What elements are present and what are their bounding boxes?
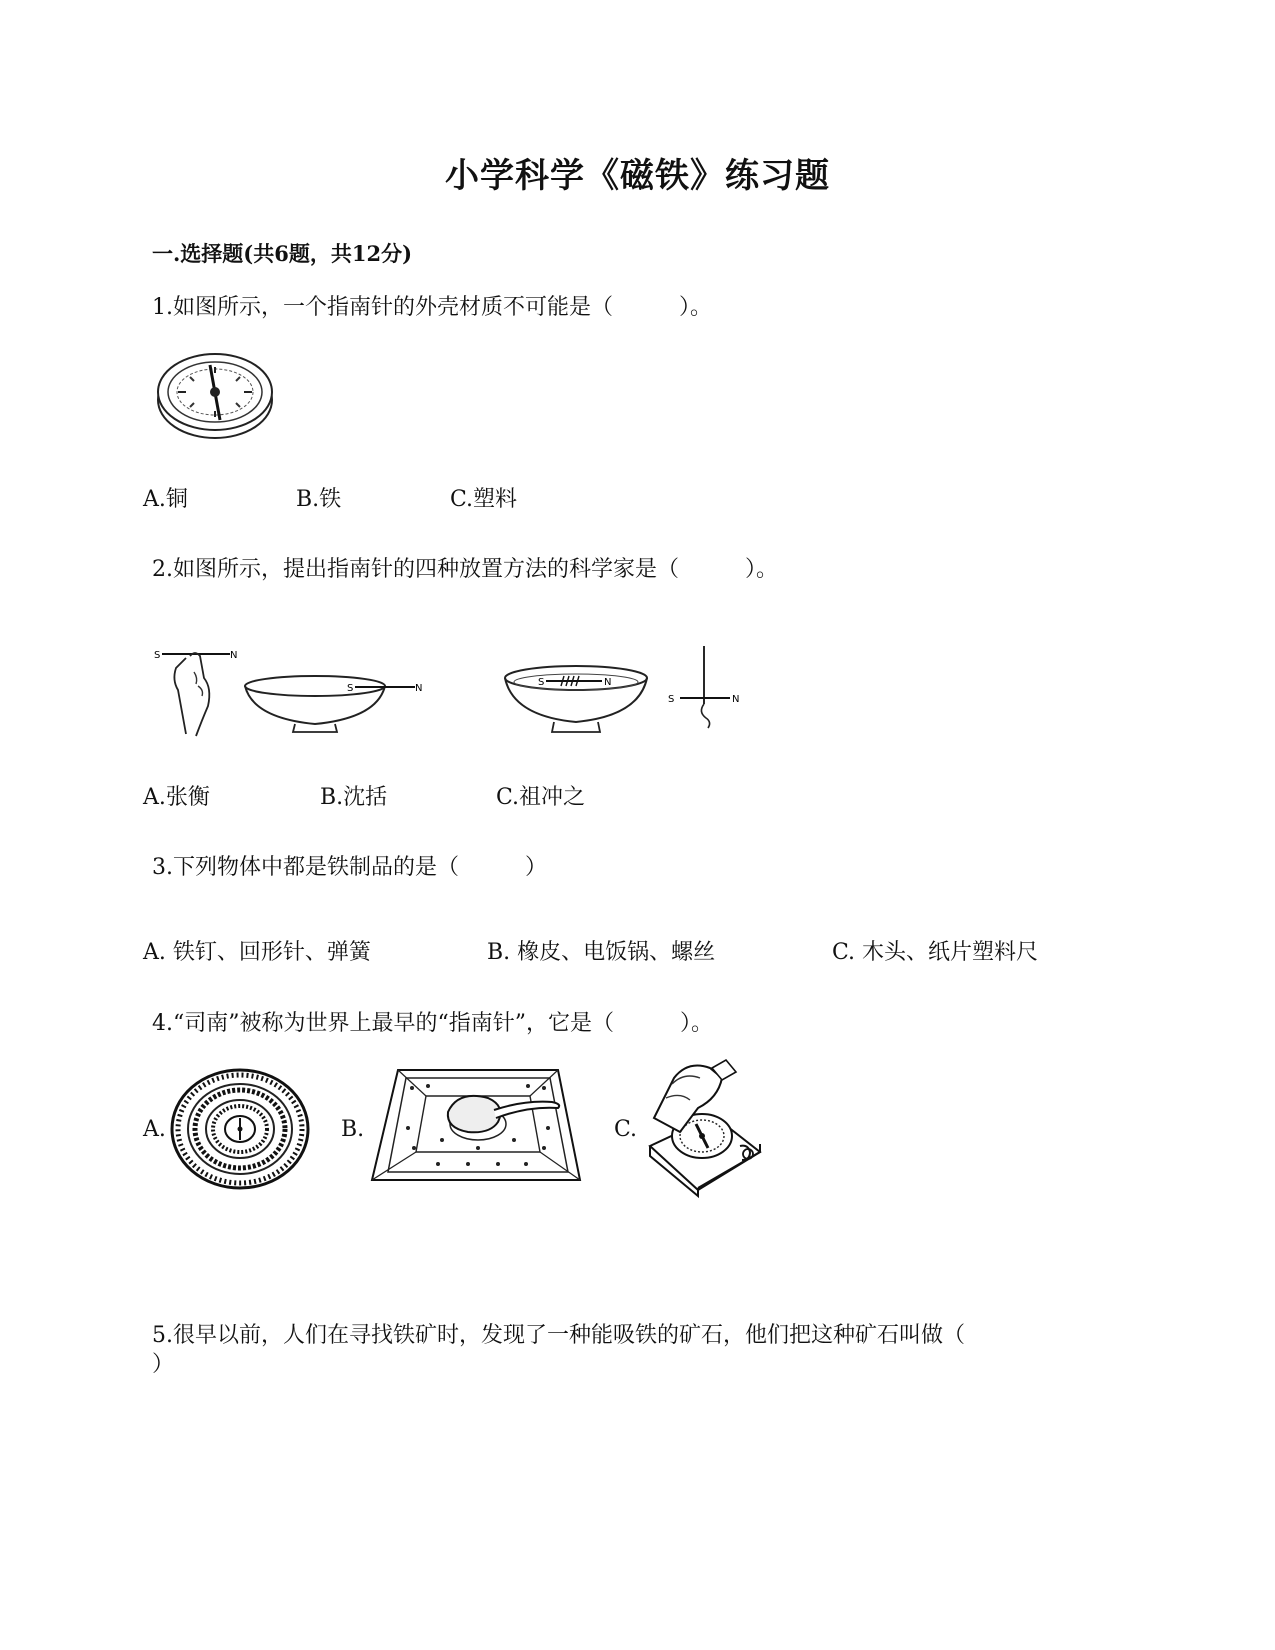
bowl-rim-needle-image: [243, 672, 425, 734]
hand-fingertip-needle-image: [150, 642, 240, 737]
q3-option-a[interactable]: A. 铁钉、回形针、弹簧: [143, 940, 371, 965]
question-1-text: 1.如图所示，一个指南针的外壳材质不可能是（ ）。: [152, 295, 712, 320]
sinan-spoon-image: [368, 1068, 584, 1188]
q4-option-c[interactable]: C.: [614, 1117, 638, 1142]
question-3-text: 3.下列物体中都是铁制品的是（ ）: [152, 855, 547, 880]
q2-option-a[interactable]: A.张衡: [143, 785, 210, 810]
suspended-needle-image: [664, 644, 744, 732]
question-2-text: 2.如图所示，提出指南针的四种放置方法的科学家是（ ）。: [152, 557, 778, 582]
compass-image: [155, 345, 275, 440]
label-s: S: [154, 650, 161, 661]
label-s: S: [347, 683, 354, 694]
q1-option-a[interactable]: A.铜: [143, 487, 188, 512]
q1-option-b[interactable]: B.铁: [296, 487, 342, 512]
label-n: N: [415, 683, 423, 694]
q4-option-b[interactable]: B.: [341, 1117, 365, 1142]
label-n: N: [230, 650, 238, 661]
label-n: N: [604, 677, 612, 688]
q3-option-c[interactable]: C. 木头、纸片塑料尺: [832, 940, 1039, 965]
q4-option-a[interactable]: A.: [143, 1117, 166, 1142]
luopan-compass-image: [170, 1068, 310, 1190]
water-floating-needle-image: [502, 664, 650, 736]
question-5-text-line-2: ）: [152, 1352, 175, 1377]
modern-compass-image: [636, 1058, 766, 1194]
question-5-text-line-1: 5.很早以前，人们在寻找铁矿时，发现了一种能吸铁的矿石，他们把这种矿石叫做（: [152, 1323, 965, 1348]
question-4-text: 4.“司南”被称为世界上最早的“指南针”，它是（ ）。: [152, 1011, 713, 1036]
q2-option-c[interactable]: C.祖冲之: [496, 785, 586, 810]
section-heading: 一.选择题(共6题，共12分): [152, 241, 413, 266]
label-n: N: [732, 694, 740, 705]
q3-option-b[interactable]: B. 橡皮、电饭锅、螺丝: [487, 940, 716, 965]
label-s: S: [668, 694, 675, 705]
q1-option-c[interactable]: C.塑料: [450, 487, 518, 512]
page-title: 小学科学《磁铁》练习题: [445, 156, 830, 196]
q2-option-b[interactable]: B.沈括: [320, 785, 388, 810]
label-s: S: [538, 677, 545, 688]
